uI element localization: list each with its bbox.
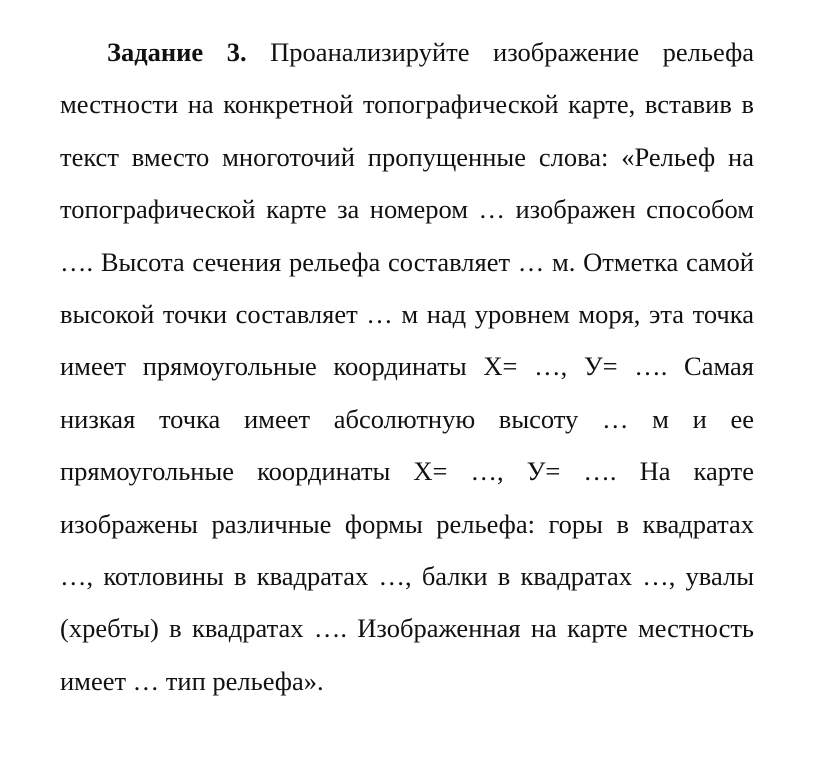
text-line: изображены различные формы рельефа: горы в квадратах: [60, 508, 754, 539]
document-page: [60, 26, 754, 707]
text-line: местности на конкретной топографической карте, вставив в: [60, 89, 754, 120]
text-line: …. Высота сечения рельефа составляет … м. Отметка самой: [60, 246, 754, 277]
text-line: высокой точки составляет … м над уровнем моря, эта точка: [60, 298, 754, 329]
text-line: имеет … тип рельефа».: [60, 665, 324, 696]
task-label: Задание 3.: [107, 37, 247, 67]
text-line: (хребты) в квадратах …. Изображенная на карте местность: [60, 613, 754, 644]
text-line: прямоугольные координаты Х= …, У= …. На карте: [60, 456, 754, 487]
line-text: Проанализируйте изображение рельефа: [270, 37, 754, 67]
task-paragraph: [60, 26, 754, 707]
text-line: [60, 26, 754, 78]
text-line: …, котловины в квадратах …, балки в квадратах …, увалы: [60, 560, 754, 591]
text-line: имеет прямоугольные координаты Х= …, У= …. Самая: [60, 351, 754, 382]
text-line: низкая точка имеет абсолютную высоту … м и ее: [60, 403, 754, 434]
text-line: текст вместо многоточий пропущенные слова: «Рельеф на: [60, 141, 754, 172]
text-line: топографической карте за номером … изображен способом: [60, 194, 754, 225]
